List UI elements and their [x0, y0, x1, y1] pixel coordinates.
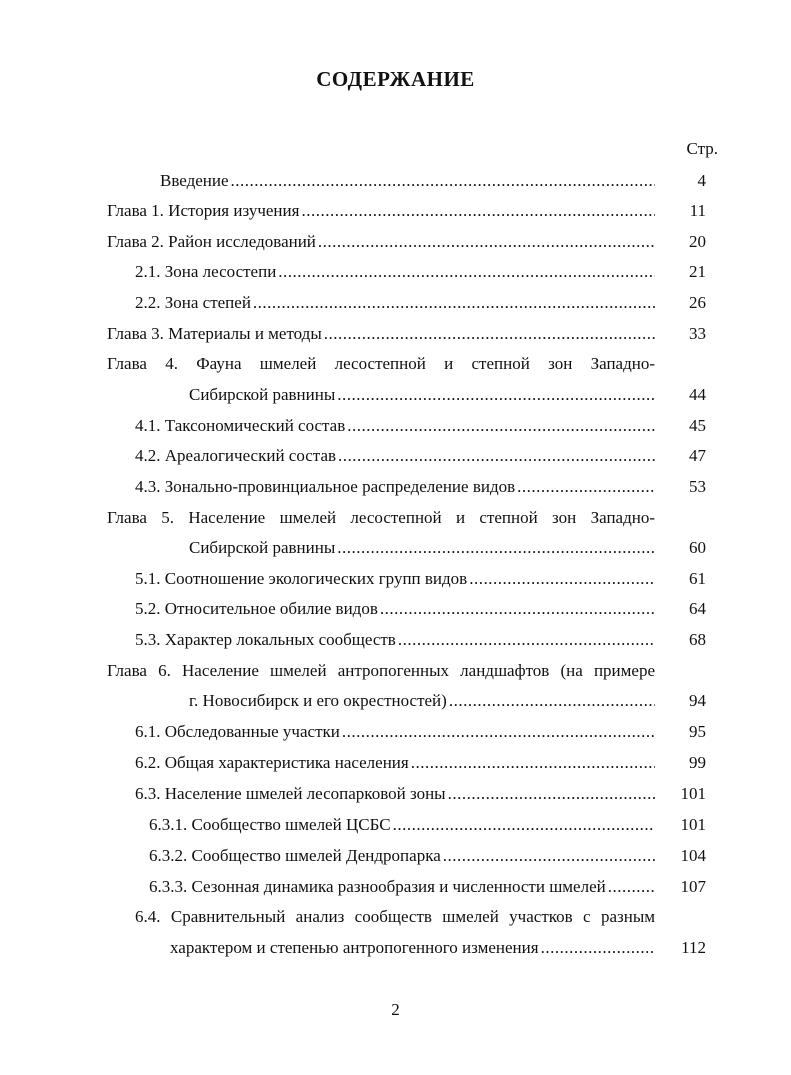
toc-entry	[107, 200, 655, 222]
toc-entry	[189, 384, 655, 406]
toc-entry-text: Введение	[160, 171, 229, 190]
toc-entry	[189, 690, 655, 712]
pages-column-label: Стр.	[686, 139, 718, 158]
toc-entry-line1: Глава 4. Фауна шмелей лесостепной и степной зон Западно-	[107, 354, 655, 373]
toc-entry-text: 5.1. Соотношение экологических групп видов	[135, 569, 468, 588]
toc-page-number: 94	[689, 691, 706, 710]
toc-page-number: 20	[689, 232, 706, 251]
toc-entry	[149, 845, 655, 867]
toc-page-number: 26	[689, 293, 706, 312]
toc-entry-line1: Глава 6. Население шмелей антропогенных ландшафтов (на примере	[107, 661, 655, 680]
toc-page-number: 68	[689, 630, 706, 649]
toc-entry-text: 2.2. Зона степей	[135, 293, 251, 312]
page-title: СОДЕРЖАНИЕ	[316, 67, 475, 91]
toc-entry-text: Глава 1. История изучения	[107, 201, 300, 220]
toc-entry	[135, 445, 655, 467]
toc-entry-text: 5.3. Характер локальных сообществ	[135, 630, 396, 649]
toc-page-number: 101	[680, 784, 706, 803]
toc-entry	[135, 752, 655, 774]
toc-page-number: 107	[680, 877, 706, 896]
toc-entry-text: 5.2. Относительное обилие видов	[135, 599, 378, 618]
toc-page-number: 60	[689, 538, 706, 557]
toc-entry-text: 2.1. Зона лесостепи	[135, 262, 277, 281]
toc-page-number: 21	[689, 262, 706, 281]
toc-entry	[160, 170, 655, 192]
toc-entry-text: 4.2. Ареалогический состав	[135, 446, 337, 465]
toc-entry-line1: 6.4. Сравнительный анализ сообществ шмелей участков с разным	[135, 907, 655, 926]
toc-page-number: 64	[689, 599, 706, 618]
toc-page-number: 45	[689, 416, 706, 435]
toc-entry-text: 4.3. Зонально-провинциальное распределение видов	[135, 477, 516, 496]
toc-page-number: 104	[680, 846, 706, 865]
toc-entry	[170, 937, 655, 959]
toc-entry	[149, 876, 655, 898]
toc-page-number: 95	[689, 722, 706, 741]
toc-entry-text: 6.3.1. Сообщество шмелей ЦСБС	[149, 815, 391, 834]
toc-entry-text: Глава 3. Материалы и методы	[107, 324, 322, 343]
toc-entry-text: 4.1. Таксономический состав	[135, 416, 346, 435]
toc-entry-text: Сибирской равнины	[189, 538, 336, 557]
toc-page-number: 11	[689, 201, 706, 220]
toc-entry	[135, 568, 655, 590]
toc-entry-text: 6.3. Население шмелей лесопарковой зоны	[135, 784, 446, 803]
toc-entry-text: характером и степенью антропогенного изменения	[170, 938, 539, 957]
toc-page-number: 61	[689, 569, 706, 588]
toc-entry	[135, 721, 655, 743]
toc-entry-text: Глава 2. Район исследований	[107, 232, 316, 251]
toc-page-number: 33	[689, 324, 706, 343]
toc-page-number: 99	[689, 753, 706, 772]
toc-page-number: 4	[697, 171, 706, 190]
toc-entry-text: г. Новосибирск и его окрестностей)	[189, 691, 447, 710]
toc-entry	[189, 537, 655, 559]
page-number: 2	[391, 1000, 400, 1019]
toc-entry	[135, 415, 655, 437]
toc-entry	[149, 814, 655, 836]
toc-page-number: 101	[680, 815, 706, 834]
toc-entry	[135, 292, 655, 314]
toc-page-number: 44	[689, 385, 706, 404]
toc-entry	[135, 629, 655, 651]
toc-entry-text: Сибирской равнины	[189, 385, 336, 404]
toc-entry	[135, 261, 655, 283]
toc-entry	[135, 783, 655, 805]
toc-entry-text: 6.1. Обследованные участки	[135, 722, 340, 741]
toc-entry	[135, 598, 655, 620]
toc-page-number: 47	[689, 446, 706, 465]
toc-entry-line1: Глава 5. Население шмелей лесостепной и степной зон Западно-	[107, 508, 655, 527]
toc-entry-text: 6.3.3. Сезонная динамика разнообразия и численности шмелей	[149, 877, 606, 896]
toc-entry-text: 6.3.2. Сообщество шмелей Дендропарка	[149, 846, 441, 865]
toc-entry	[107, 231, 655, 253]
toc-entry	[107, 323, 655, 345]
toc-page-number: 53	[689, 477, 706, 496]
toc-entry	[135, 476, 655, 498]
toc-page-number: 112	[681, 938, 706, 957]
toc-entry-text: 6.2. Общая характеристика населения	[135, 753, 409, 772]
